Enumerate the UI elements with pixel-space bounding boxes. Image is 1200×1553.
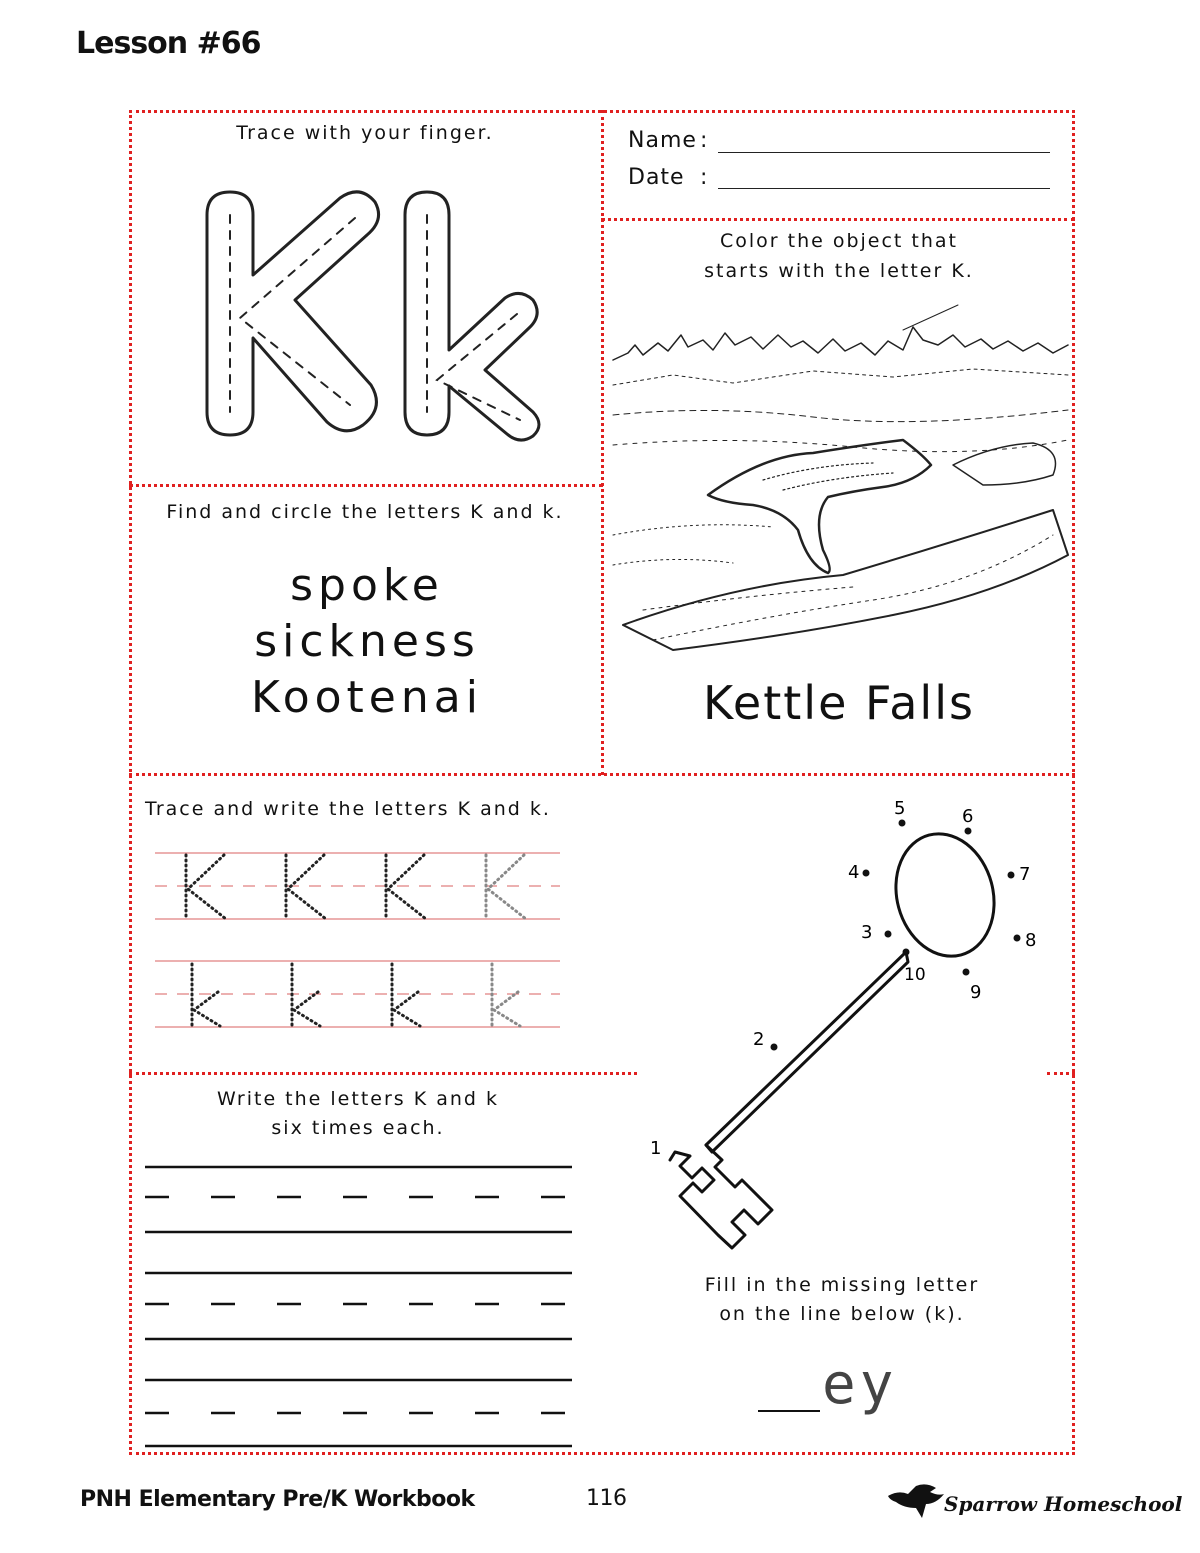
trace-write-instruction: Trace and write the letters K and k.	[145, 798, 551, 820]
uppercase-k-outline	[207, 192, 379, 435]
key-bit	[670, 1145, 772, 1248]
dot-8	[1014, 935, 1021, 942]
divider-middle	[129, 773, 1075, 776]
kettle-falls-picture[interactable]	[613, 305, 1068, 655]
dot-label-5: 5	[894, 798, 906, 819]
footer-page-number: 116	[586, 1486, 627, 1511]
date-field[interactable]	[718, 188, 1050, 189]
missing-letter-instruction-line2: on the line below (k).	[719, 1303, 965, 1325]
dot-3	[885, 931, 892, 938]
dot-2	[771, 1044, 778, 1051]
lowercase-k-outline	[405, 192, 539, 440]
dot-label-3: 3	[861, 922, 873, 943]
trace-lower-k-row[interactable]	[188, 962, 548, 1028]
missing-letter-instruction-line1: Fill in the missing letter	[704, 1274, 980, 1296]
sparrow-logo-icon	[886, 1482, 946, 1522]
circle-word-3[interactable]: Kootenai	[251, 672, 483, 723]
divider-trace-find	[129, 484, 603, 487]
divider-name-date	[601, 218, 1075, 221]
date-label: Date	[628, 165, 685, 190]
dot-6	[965, 828, 972, 835]
footer-brand: Sparrow Homeschool	[944, 1492, 1183, 1516]
dot-4	[863, 870, 870, 877]
dot-label-9: 9	[970, 982, 982, 1003]
divider-trace-write	[129, 1072, 637, 1075]
dot-7	[1008, 872, 1015, 879]
color-instruction-line2: starts with the letter K.	[704, 260, 974, 282]
color-instruction-line1: Color the object that	[719, 230, 959, 252]
dot-label-6: 6	[962, 806, 974, 827]
trace-upper-k-row[interactable]	[180, 853, 540, 923]
dot-label-7: 7	[1019, 864, 1031, 885]
dot-5	[899, 820, 906, 827]
partial-word: ey	[822, 1352, 898, 1417]
date-separator: :	[700, 165, 709, 190]
write-six-instruction-line1: Write the letters K and k	[216, 1088, 500, 1110]
writing-lines[interactable]	[145, 1160, 575, 1450]
write-six-instruction-line2: six times each.	[271, 1117, 445, 1139]
dot-label-8: 8	[1025, 930, 1037, 951]
picture-label: Kettle Falls	[703, 676, 975, 730]
key-bow	[883, 823, 1008, 968]
circle-word-2[interactable]: sickness	[254, 616, 480, 667]
trace-letters-kk[interactable]	[195, 180, 545, 450]
missing-letter-blank[interactable]	[758, 1410, 820, 1412]
name-field[interactable]	[718, 152, 1050, 153]
name-label: Name	[628, 128, 697, 153]
find-circle-instruction: Find and circle the letters K and k.	[166, 501, 564, 523]
trace-finger-instruction: Trace with your finger.	[236, 122, 494, 144]
lesson-title: Lesson #66	[76, 26, 261, 61]
dot-to-dot-key[interactable]	[640, 780, 1050, 1260]
name-separator: :	[700, 128, 709, 153]
dot-label-10: 10	[904, 965, 926, 985]
circle-word-1[interactable]: spoke	[290, 560, 444, 611]
dot-9	[963, 969, 970, 976]
footer-book-title: PNH Elementary Pre/K Workbook	[80, 1487, 475, 1512]
divider-right-stub	[1047, 1072, 1075, 1075]
key-shaft	[706, 952, 908, 1152]
dot-label-1: 1	[650, 1138, 662, 1159]
dot-label-2: 2	[753, 1029, 765, 1050]
dot-label-4: 4	[848, 862, 860, 883]
